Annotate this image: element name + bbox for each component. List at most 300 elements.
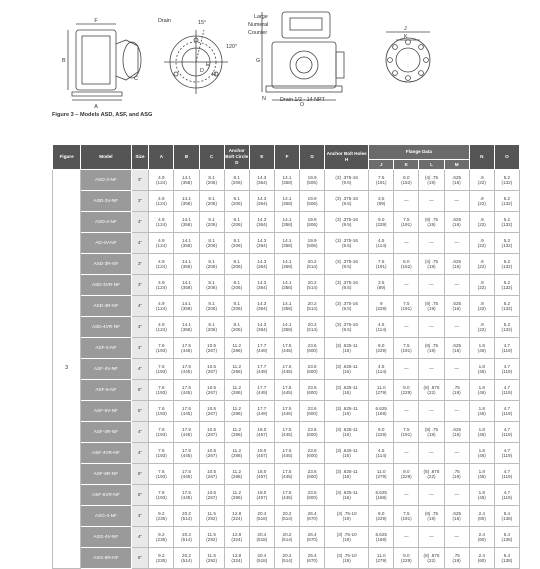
cell-f: 20.2 (514) <box>274 548 299 569</box>
cell-j: 4.5 (114) <box>369 233 394 254</box>
dim-label-g: G <box>256 58 261 64</box>
header-l: L <box>419 160 444 170</box>
cell-n: .9 (22) <box>469 170 494 191</box>
header-size: Size <box>131 145 149 170</box>
cell-e: 17.7 (449) <box>249 401 274 422</box>
cell-a: 7.6 (193) <box>149 380 174 401</box>
cell-k: — <box>394 275 419 296</box>
cell-m: — <box>444 317 469 338</box>
cell-k: 9.0 (229) <box>394 548 419 569</box>
cell-n: 2.4 (60) <box>469 527 494 548</box>
cell-a: 7.6 (193) <box>149 443 174 464</box>
cell-k: — <box>394 359 419 380</box>
table-row <box>53 485 520 506</box>
cell-h: (3) .375-16 (9.5) <box>325 317 369 338</box>
table-row <box>53 506 520 527</box>
cell-g: 20.2 (514) <box>300 254 325 275</box>
cell-h: (3) .375-16 (9.5) <box>325 275 369 296</box>
cell-h: (3) .625-11 (16) <box>325 485 369 506</box>
cell-b: 17.5 (445) <box>174 401 199 422</box>
cell-e: 14.3 (364) <box>249 317 274 338</box>
cell-m: .75 (19) <box>444 548 469 569</box>
cell-h: (3) .625-11 (16) <box>325 338 369 359</box>
cell-size: 4" <box>131 212 149 233</box>
table-row <box>53 422 520 443</box>
cell-d: 11.2 (286) <box>224 443 249 464</box>
header-c: C <box>199 145 224 170</box>
cell-g: 19.9 (506) <box>300 212 325 233</box>
cell-e: 14.3 (364) <box>249 296 274 317</box>
cell-m: — <box>444 485 469 506</box>
cell-d: 11.2 (286) <box>224 380 249 401</box>
cell-e: 20.4 (518) <box>249 527 274 548</box>
cell-k: 9.0 (229) <box>394 464 419 485</box>
cell-l: — <box>419 233 444 254</box>
angle-120-label: 120° <box>226 44 238 50</box>
cell-l: (4) .75 (19) <box>419 254 444 275</box>
cell-m: — <box>444 191 469 212</box>
cell-f: 17.5 (445) <box>274 464 299 485</box>
dimensions-table <box>52 144 520 569</box>
cell-k: 7.5 (191) <box>394 338 419 359</box>
header-flange-data: Flange Data <box>369 145 470 160</box>
cell-f: 14.1 (358) <box>274 170 299 191</box>
cell-l: (8) .875 (22) <box>419 380 444 401</box>
cell-a: 9.2 (235) <box>149 506 174 527</box>
cell-j: 9.0 (229) <box>369 422 394 443</box>
cell-model: ASD-3VR-NF <box>81 275 131 296</box>
cell-c: 8.1 (206) <box>199 275 224 296</box>
cell-c: 11.5 (292) <box>199 548 224 569</box>
cell-size: 6" <box>131 380 149 401</box>
cell-j: 4.5 (114) <box>369 443 394 464</box>
cell-model: ASF-4-NF <box>81 338 131 359</box>
cell-a: 4.9 (124) <box>149 296 174 317</box>
cell-g: 23.6 (600) <box>300 422 325 443</box>
header-m: M <box>444 160 469 170</box>
cell-e: 17.7 (449) <box>249 380 274 401</box>
table-row <box>53 317 520 338</box>
cell-n: 1.8 (46) <box>469 359 494 380</box>
cell-d: 8.1 (206) <box>224 170 249 191</box>
cell-g: 23.6 (600) <box>300 443 325 464</box>
cell-j: 4.5 (114) <box>369 317 394 338</box>
cell-l: — <box>419 485 444 506</box>
cell-model: ASF-6V-NF <box>81 401 131 422</box>
cell-e: 17.7 (449) <box>249 338 274 359</box>
cell-size: 4" <box>131 359 149 380</box>
table-row <box>53 401 520 422</box>
dim-label-b: B <box>62 58 66 64</box>
cell-m: — <box>444 401 469 422</box>
cell-c: 10.5 (267) <box>199 380 224 401</box>
cell-a: 7.6 (193) <box>149 485 174 506</box>
cell-d: 11.2 (286) <box>224 485 249 506</box>
cell-l: (8) .875 (22) <box>419 464 444 485</box>
header-h: Anchor Bolt Holes H <box>325 145 369 170</box>
cell-c: 8.1 (206) <box>199 212 224 233</box>
dim-label-k: K <box>404 34 408 40</box>
cell-h: (3) .625-11 (16) <box>325 443 369 464</box>
cell-a: 4.9 (124) <box>149 191 174 212</box>
cell-d: 8.1 (206) <box>224 191 249 212</box>
drain-npt-label: Drain 1/2 - 14 NPT <box>280 97 325 103</box>
dim-label-c: C <box>134 76 138 82</box>
cell-b: 14.1 (358) <box>174 275 199 296</box>
cell-c: 8.1 (206) <box>199 191 224 212</box>
dim-label-a: A <box>94 104 98 110</box>
cell-m: — <box>444 359 469 380</box>
cell-c: 8.1 (206) <box>199 170 224 191</box>
cell-n: 1.8 (46) <box>469 485 494 506</box>
cell-o: 5.2 (132) <box>494 254 519 275</box>
cell-b: 14.1 (358) <box>174 317 199 338</box>
figure-caption: Figure 3 – Models ASD, ASF, and ASG <box>52 112 153 118</box>
cell-h: (3) .625-11 (16) <box>325 422 369 443</box>
cell-g: 23.6 (600) <box>300 401 325 422</box>
cell-b: 17.5 (445) <box>174 464 199 485</box>
cell-j: 6.625 (168) <box>369 485 394 506</box>
cell-o: 4.7 (119) <box>494 338 519 359</box>
cell-f: 14.1 (358) <box>274 233 299 254</box>
cell-l: (8) .75 (19) <box>419 338 444 359</box>
cell-b: 14.1 (358) <box>174 170 199 191</box>
cell-o: 4.7 (119) <box>494 464 519 485</box>
cell-o: 5.2 (132) <box>494 191 519 212</box>
cell-c: 10.5 (267) <box>199 422 224 443</box>
table-row <box>53 212 520 233</box>
cell-m: — <box>444 527 469 548</box>
cell-d: 11.2 (286) <box>224 422 249 443</box>
cell-k: 9.0 (229) <box>394 380 419 401</box>
cell-d: 8.1 (206) <box>224 296 249 317</box>
cell-o: 5.4 (138) <box>494 548 519 569</box>
cell-k: 7.5 (191) <box>394 422 419 443</box>
cell-m: — <box>444 443 469 464</box>
cell-c: 10.5 (267) <box>199 401 224 422</box>
cell-k: 7.5 (191) <box>394 296 419 317</box>
header-model: Model <box>81 145 131 170</box>
cell-b: 20.2 (514) <box>174 527 199 548</box>
table-body <box>53 170 520 569</box>
cell-f: 14.1 (358) <box>274 191 299 212</box>
cell-f: 17.5 (445) <box>274 422 299 443</box>
cell-k: 7.5 (191) <box>394 506 419 527</box>
cell-a: 4.9 (124) <box>149 275 174 296</box>
cell-m: .625 (16) <box>444 296 469 317</box>
cell-size: 4" <box>131 296 149 317</box>
cell-g: 23.6 (600) <box>300 380 325 401</box>
cell-c: 8.1 (206) <box>199 254 224 275</box>
table-row <box>53 443 520 464</box>
cell-h: (3) .375-16 (9.5) <box>325 296 369 317</box>
table-row <box>53 170 520 191</box>
cell-o: 4.7 (119) <box>494 401 519 422</box>
cell-d: 8.1 (206) <box>224 254 249 275</box>
cell-h: (3) .375-16 (9.5) <box>325 212 369 233</box>
cell-c: 11.5 (292) <box>199 527 224 548</box>
cell-l: — <box>419 275 444 296</box>
cell-size: 4" <box>131 506 149 527</box>
cell-h: (3) .625-11 (16) <box>325 359 369 380</box>
cell-b: 14.1 (358) <box>174 233 199 254</box>
drain-label: Drain <box>158 18 171 24</box>
cell-g: 23.6 (600) <box>300 359 325 380</box>
cell-h: (3) .75-10 (19) <box>325 506 369 527</box>
cell-f: 17.5 (445) <box>274 443 299 464</box>
cell-size: 6" <box>131 548 149 569</box>
cell-k: 6.0 (152) <box>394 170 419 191</box>
cell-e: 14.3 (364) <box>249 275 274 296</box>
cell-model: ASD-3-NF <box>81 170 131 191</box>
cell-b: 17.5 (445) <box>174 422 199 443</box>
cell-d: 8.1 (206) <box>224 317 249 338</box>
cell-j: 3.5 (89) <box>369 275 394 296</box>
cell-j: 11.0 (279) <box>369 380 394 401</box>
cell-model: ASF-4V-NF <box>81 359 131 380</box>
cell-l: — <box>419 527 444 548</box>
table-row <box>53 191 520 212</box>
cell-c: 10.5 (267) <box>199 359 224 380</box>
cell-f: 17.5 (445) <box>274 338 299 359</box>
cell-f: 17.5 (445) <box>274 485 299 506</box>
cell-model: ASD-4R-NF <box>81 296 131 317</box>
cell-model: AD-4V-NF <box>81 233 131 254</box>
cell-o: 5.2 (132) <box>494 212 519 233</box>
table-row <box>53 359 520 380</box>
cell-k: — <box>394 527 419 548</box>
cell-o: 5.2 (132) <box>494 170 519 191</box>
cell-size: 3" <box>131 275 149 296</box>
cell-k: — <box>394 401 419 422</box>
dim-label-f: F <box>94 18 98 24</box>
cell-j: 9 (229) <box>369 296 394 317</box>
cell-n: .9 (22) <box>469 212 494 233</box>
cell-n: .9 (22) <box>469 275 494 296</box>
cell-c: 10.5 (267) <box>199 443 224 464</box>
cell-f: 20.2 (514) <box>274 506 299 527</box>
cell-model: ASD-3V-NF <box>81 191 131 212</box>
cell-b: 20.2 (514) <box>174 548 199 569</box>
header-f: F <box>274 145 299 170</box>
cell-o: 5.4 (138) <box>494 506 519 527</box>
cell-n: 1.8 (46) <box>469 338 494 359</box>
header-figure: Figure <box>53 145 81 170</box>
cell-o: 5.2 (132) <box>494 275 519 296</box>
cell-g: 19.9 (506) <box>300 191 325 212</box>
cell-model: ASF-6R-NF <box>81 464 131 485</box>
cell-e: 18.0 (457) <box>249 422 274 443</box>
cell-e: 14.3 (364) <box>249 254 274 275</box>
cell-a: 4.9 (124) <box>149 212 174 233</box>
cell-a: 7.6 (193) <box>149 359 174 380</box>
table-row <box>53 296 520 317</box>
cell-h: (3) .625-11 (16) <box>325 380 369 401</box>
cell-n: .9 (22) <box>469 296 494 317</box>
cell-b: 14.1 (358) <box>174 212 199 233</box>
cell-m: .625 (16) <box>444 506 469 527</box>
cell-m: — <box>444 275 469 296</box>
cell-h: (3) .375-16 (9.5) <box>325 254 369 275</box>
cell-a: 7.6 (193) <box>149 464 174 485</box>
cell-d: 12.8 (324) <box>224 506 249 527</box>
cell-size: 4" <box>131 422 149 443</box>
cell-size: 4" <box>131 233 149 254</box>
cell-j: 9.0 (229) <box>369 212 394 233</box>
cell-b: 17.5 (445) <box>174 485 199 506</box>
cell-f: 14.1 (358) <box>274 296 299 317</box>
cell-a: 4.9 (124) <box>149 233 174 254</box>
cell-d: 11.2 (286) <box>224 464 249 485</box>
cell-n: 1.8 (46) <box>469 443 494 464</box>
cell-k: — <box>394 443 419 464</box>
cell-size: 6" <box>131 464 149 485</box>
cell-k: 7.5 (191) <box>394 212 419 233</box>
cell-c: 8.1 (206) <box>199 233 224 254</box>
cell-k: — <box>394 485 419 506</box>
table-row <box>53 233 520 254</box>
cell-a: 7.6 (193) <box>149 401 174 422</box>
dim-label-n: N <box>262 96 266 102</box>
cell-k: — <box>394 191 419 212</box>
cell-d: 12.8 (324) <box>224 548 249 569</box>
cell-l: (8) .75 (19) <box>419 506 444 527</box>
cell-j: 7.5 (191) <box>369 170 394 191</box>
cell-g: 20.2 (514) <box>300 275 325 296</box>
cell-size: 3" <box>131 254 149 275</box>
cell-e: 14.3 (364) <box>249 212 274 233</box>
table-row <box>53 380 520 401</box>
cell-model: ASG-6R-NF <box>81 548 131 569</box>
cell-size: 4" <box>131 527 149 548</box>
cell-g: 23.6 (600) <box>300 485 325 506</box>
cell-d: 8.1 (206) <box>224 275 249 296</box>
cell-f: 17.5 (445) <box>274 380 299 401</box>
cell-g: 19.9 (506) <box>300 170 325 191</box>
cell-h: (3) .375-16 (9.5) <box>325 233 369 254</box>
cell-n: .9 (22) <box>469 233 494 254</box>
cell-e: 18.0 (457) <box>249 464 274 485</box>
cell-b: 17.5 (445) <box>174 380 199 401</box>
cell-j: 7.5 (191) <box>369 254 394 275</box>
cell-l: — <box>419 401 444 422</box>
cell-f: 17.5 (445) <box>274 401 299 422</box>
cell-b: 17.5 (445) <box>174 443 199 464</box>
cell-l: — <box>419 359 444 380</box>
table-row <box>53 275 520 296</box>
cell-a: 4.9 (124) <box>149 254 174 275</box>
cell-n: .9 (22) <box>469 254 494 275</box>
cell-model: ASD-3R-NF <box>81 254 131 275</box>
cell-size: 4" <box>131 317 149 338</box>
table-row <box>53 548 520 569</box>
header-n: N <box>469 145 494 170</box>
dim-label-d: D <box>200 68 204 74</box>
cell-e: 14.3 (364) <box>249 170 274 191</box>
cell-model: ASD-4VR-NF <box>81 317 131 338</box>
cell-g: 26.4 (670) <box>300 548 325 569</box>
cell-l: (4) .75 (19) <box>419 170 444 191</box>
cell-m: .75 (19) <box>444 464 469 485</box>
cell-c: 10.5 (267) <box>199 338 224 359</box>
cell-a: 7.6 (193) <box>149 422 174 443</box>
cell-j: 3.5 (89) <box>369 191 394 212</box>
cell-j: 6.625 (168) <box>369 527 394 548</box>
technical-drawing <box>0 0 540 112</box>
cell-o: 4.7 (119) <box>494 485 519 506</box>
cell-j: 11.0 (279) <box>369 464 394 485</box>
cell-e: 14.3 (364) <box>249 233 274 254</box>
dim-label-e: E <box>206 62 210 68</box>
cell-model: ASF-6VR-NF <box>81 485 131 506</box>
cell-m: .625 (16) <box>444 422 469 443</box>
cell-l: (8) .875 (22) <box>419 548 444 569</box>
cell-a: 9.2 (235) <box>149 527 174 548</box>
cell-j: 11.0 (279) <box>369 548 394 569</box>
cell-size: 3" <box>131 191 149 212</box>
cell-model: ASF-6-NF <box>81 380 131 401</box>
cell-size: 6" <box>131 401 149 422</box>
cell-h: (3) .75-10 (19) <box>325 548 369 569</box>
cell-size: 6" <box>131 485 149 506</box>
cell-size: 3" <box>131 170 149 191</box>
cell-h: (3) .75-10 (19) <box>325 527 369 548</box>
cell-size: 4" <box>131 338 149 359</box>
cell-n: 1.8 (46) <box>469 380 494 401</box>
cell-c: 8.1 (206) <box>199 296 224 317</box>
cell-n: .9 (22) <box>469 191 494 212</box>
cell-g: 23.6 (600) <box>300 464 325 485</box>
cell-f: 14.1 (358) <box>274 317 299 338</box>
header-e: E <box>249 145 274 170</box>
cell-n: .9 (22) <box>469 317 494 338</box>
cell-a: 4.9 (124) <box>149 170 174 191</box>
cell-n: 1.8 (46) <box>469 422 494 443</box>
dim-label-j: J <box>404 26 407 32</box>
cell-model: ASF-4R-NF <box>81 422 131 443</box>
header-d: Anchor Bolt Circle D <box>224 145 249 170</box>
cell-l: (8) .75 (19) <box>419 422 444 443</box>
figure-number-cell: 3 <box>53 170 81 569</box>
cell-d: 11.2 (286) <box>224 401 249 422</box>
cell-o: 4.7 (119) <box>494 359 519 380</box>
cell-e: 18.0 (457) <box>249 485 274 506</box>
table-row <box>53 527 520 548</box>
cell-o: 5.2 (132) <box>494 233 519 254</box>
cell-model: ASG-4V-NF <box>81 527 131 548</box>
angle-15-label: 15° <box>198 20 207 26</box>
header-j: J <box>369 160 394 170</box>
cell-d: 11.2 (286) <box>224 338 249 359</box>
cell-o: 5.4 (138) <box>494 527 519 548</box>
cell-o: 5.2 (132) <box>494 296 519 317</box>
cell-b: 17.5 (445) <box>174 338 199 359</box>
cell-b: 14.1 (358) <box>174 191 199 212</box>
cell-d: 11.2 (286) <box>224 359 249 380</box>
cell-c: 8.1 (206) <box>199 317 224 338</box>
counter-label-line2: Numeral <box>248 22 269 28</box>
cell-g: 26.4 (670) <box>300 527 325 548</box>
cell-o: 5.2 (132) <box>494 317 519 338</box>
cell-model: ASD-4-NF <box>81 212 131 233</box>
cell-d: 12.8 (324) <box>224 527 249 548</box>
cell-b: 14.1 (358) <box>174 296 199 317</box>
dim-label-h: H <box>212 72 216 78</box>
header-g: G <box>300 145 325 170</box>
cell-m: .75 (19) <box>444 380 469 401</box>
cell-e: 17.7 (449) <box>249 359 274 380</box>
cell-m: .625 (16) <box>444 254 469 275</box>
